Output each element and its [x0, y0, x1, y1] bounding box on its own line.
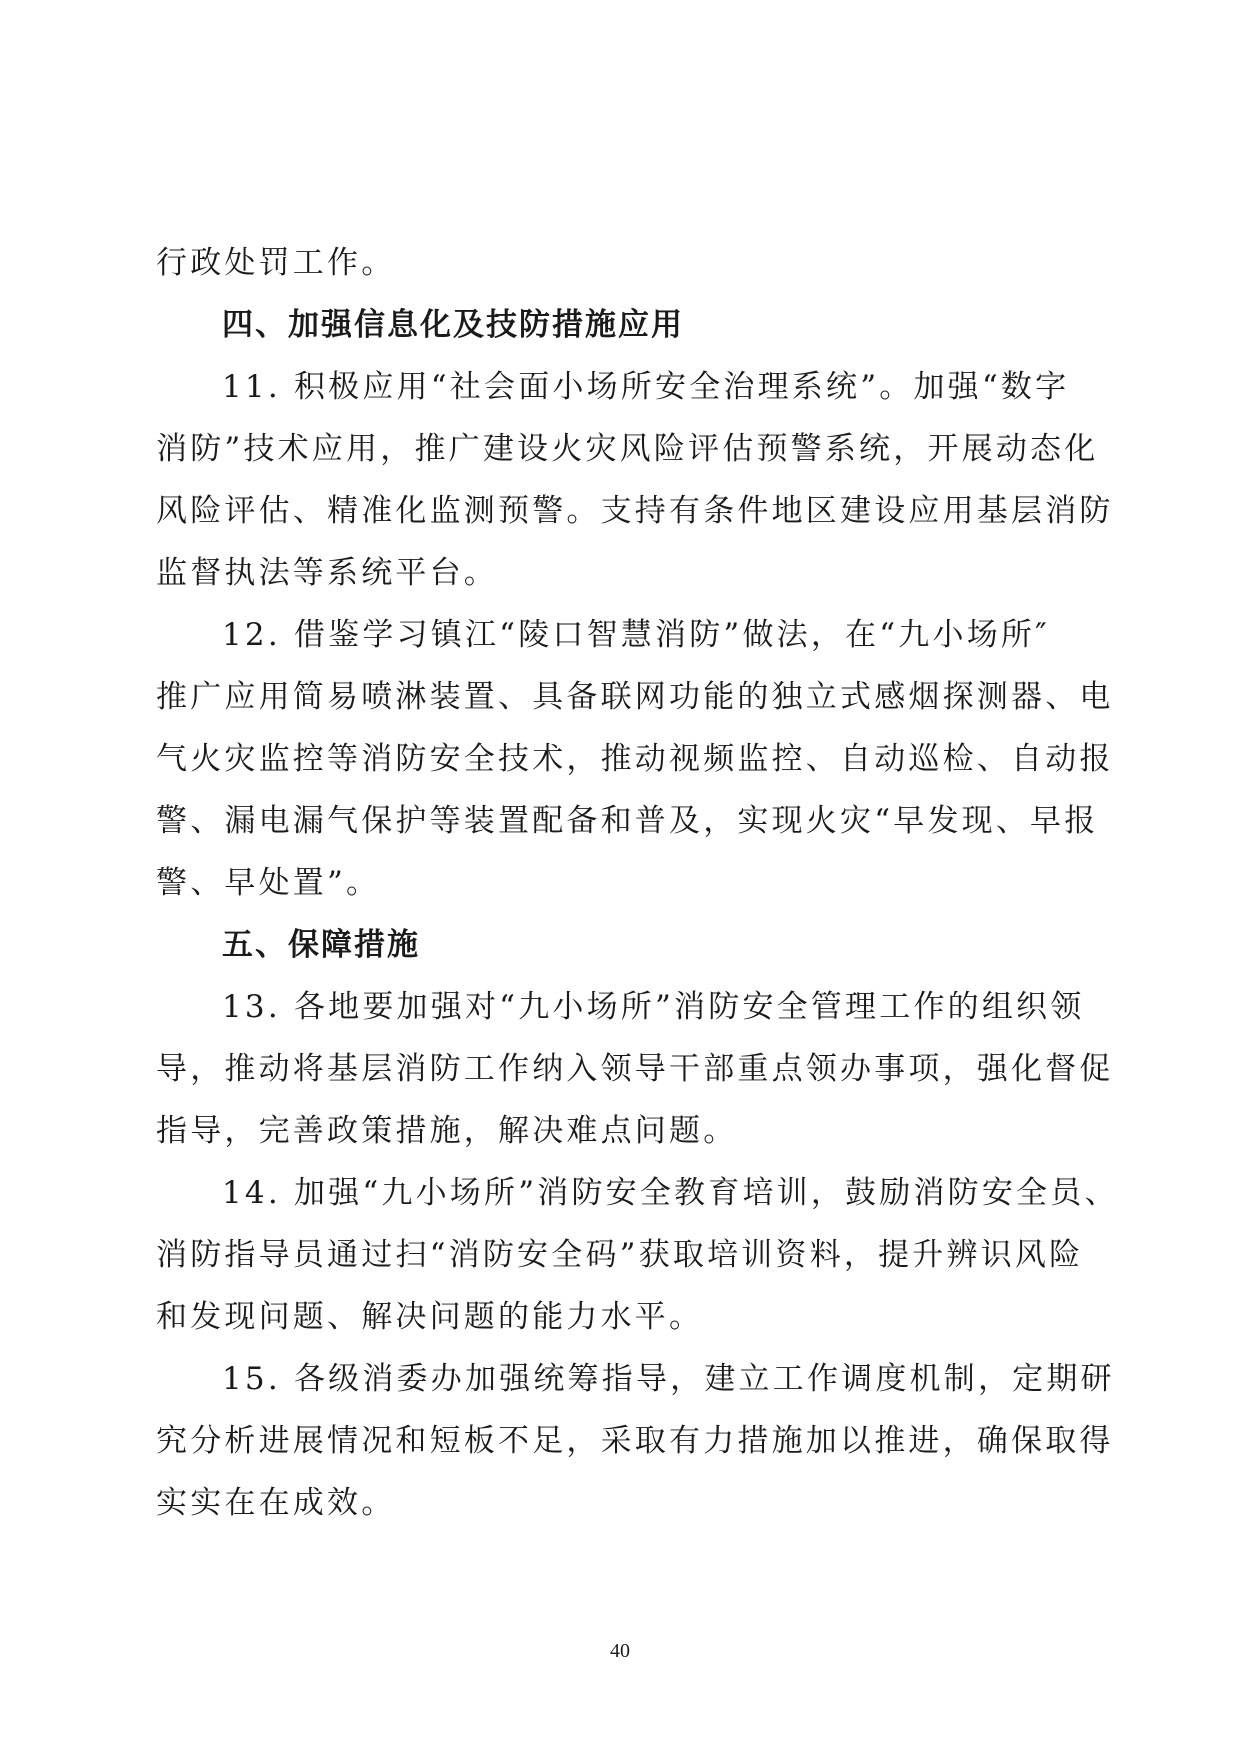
paragraph-line: 导，推动将基层消防工作纳入领导干部重点领办事项，强化督促 [156, 1051, 1114, 1087]
paragraph-line: 警、早处置”。 [156, 865, 381, 901]
section-heading-5: 五、保障措施 [222, 927, 420, 963]
paragraph-line: 警、漏电漏气保护等装置配备和普及，实现火灾“早发现、早报 [156, 803, 1099, 839]
page-number: 40 [610, 1640, 630, 1662]
paragraph-line: 监督执法等系统平台。 [156, 555, 498, 591]
paragraph-line: 14. 加强“九小场所”消防安全教育培训，鼓励消防安全员、 [222, 1175, 1119, 1211]
paragraph-line: 指导，完善政策措施，解决难点问题。 [156, 1113, 738, 1149]
paragraph-line: 实实在在成效。 [156, 1485, 396, 1521]
paragraph-line: 和发现问题、解决问题的能力水平。 [156, 1299, 704, 1335]
paragraph-item-13 [156, 976, 1114, 1162]
paragraph-line: 13. 各地要加强对“九小场所”消防安全管理工作的组织领 [222, 989, 1085, 1025]
paragraph-line: 气火灾监控等消防安全技术，推动视频监控、自动巡检、自动报 [156, 741, 1114, 777]
paragraph-line: 推广应用简易喷淋装置、具备联网功能的独立式感烟探测器、电 [156, 679, 1114, 715]
paragraph-item-15 [156, 1348, 1115, 1534]
paragraph-line: 风险评估、精准化监测预警。支持有条件地区建设应用基层消防 [156, 493, 1114, 529]
paragraph-line: 11. 积极应用“社会面小场所安全治理系统”。加强“数字 [222, 369, 1070, 405]
paragraph-line: 究分析进展情况和短板不足，采取有力措施加以推进，确保取得 [156, 1423, 1114, 1459]
paragraph-line: 15. 各级消委办加强统筹指导，建立工作调度机制，定期研 [222, 1361, 1115, 1397]
section-heading-4: 四、加强信息化及技防措施应用 [222, 307, 684, 343]
paragraph-line: 消防指导员通过扫“消防安全码”获取培训资料，提升辨识风险 [156, 1237, 1084, 1273]
paragraph-item-11 [156, 356, 1114, 604]
paragraph-item-12 [156, 604, 1114, 914]
paragraph-item-14 [156, 1162, 1119, 1348]
continuation-text: 行政处罚工作。 [156, 245, 396, 281]
paragraph-line: 12. 借鉴学习镇江“陵口智慧消防”做法，在“九小场所″ [222, 617, 1050, 653]
document-body [156, 232, 1119, 1534]
paragraph-line: 消防”技术应用，推广建设火灾风险评估预警系统，开展动态化 [156, 431, 1099, 467]
